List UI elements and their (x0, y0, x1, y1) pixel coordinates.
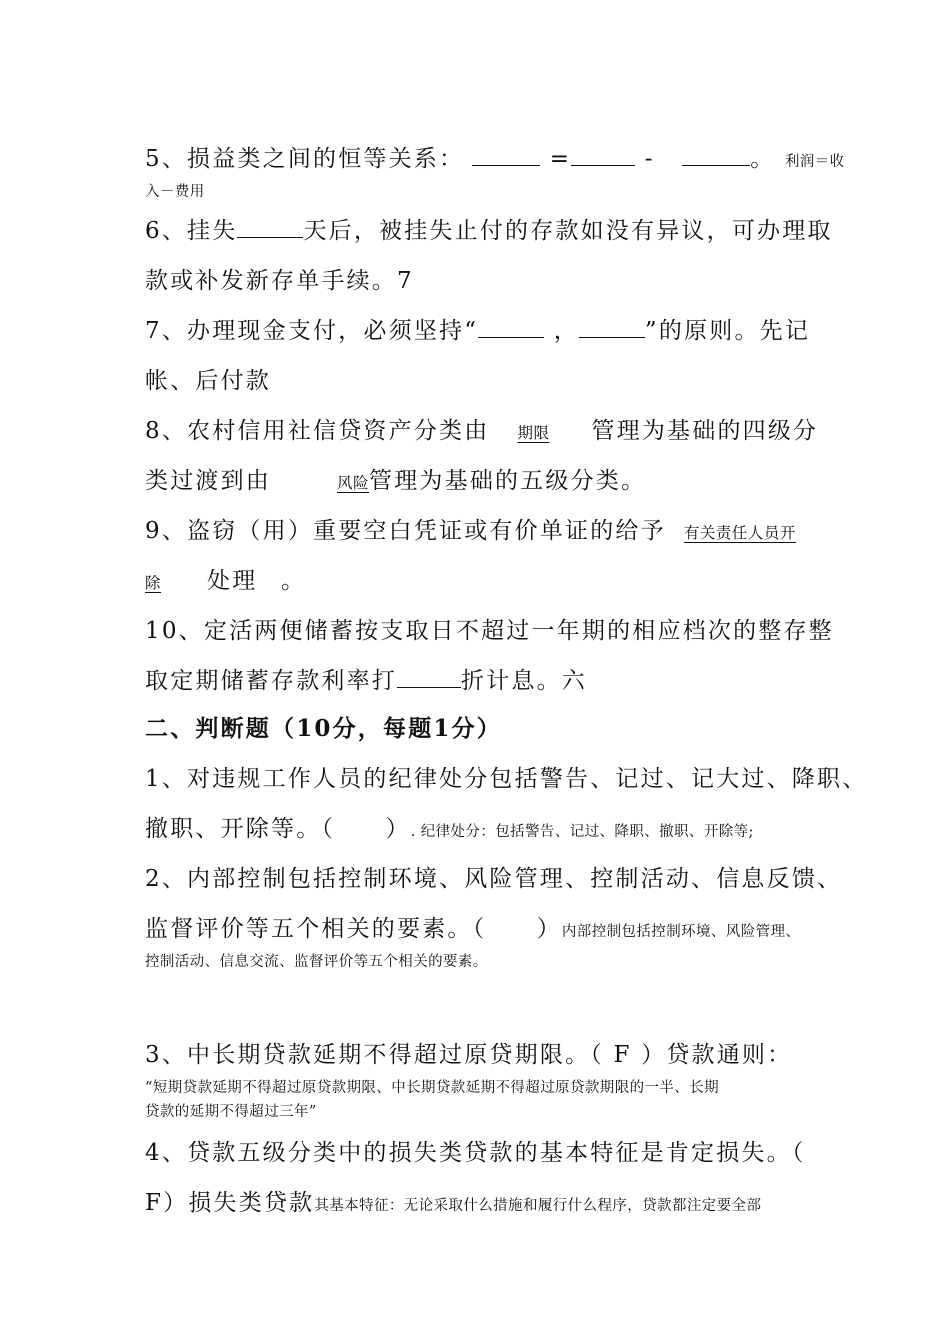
j4-note: 其基本特征：无论采取什么措施和履行什么程序，贷款都注定要全部 (314, 1198, 762, 1214)
judge-4: 4、贷款五级分类中的损失类贷款的基本特征是肯定损失。（ (145, 1140, 806, 1166)
q6-blank (237, 217, 303, 238)
q8-text-a: 8、农村信用社信贷资产分类由 (145, 418, 490, 444)
q5-blank-2 (571, 145, 635, 166)
q7-comma: ， (553, 318, 579, 344)
q5-blank-3 (682, 145, 750, 166)
q9-period: 。 (280, 568, 307, 594)
q7-text-a: 7、办理现金支付，必须坚持“ (145, 318, 479, 344)
question-6 (145, 212, 833, 245)
j3-note-b: 贷款的延期不得超过三年” (145, 1104, 317, 1120)
q10-text-b: 取定期储蓄存款利率打 (145, 668, 397, 694)
q7-blank-1 (478, 317, 544, 338)
q5-answer-a: 利润＝收 (784, 154, 845, 170)
section-2-heading: 二、判断题（10分，每题1分） (145, 715, 503, 742)
j2-note-a: 内部控制包括控制环境、风险管理、 (561, 924, 801, 940)
judge-4-line-2 (145, 1184, 761, 1217)
q9-text-a: 9、盗窃（用）重要空白凭证或有价单证的给予 (145, 518, 666, 544)
j1-text-b: 撤职、开除等。（ ） (145, 816, 411, 842)
judge-2-line-2 (145, 910, 800, 943)
judge-1-line-2 (145, 810, 754, 843)
question-5 (145, 140, 845, 173)
q10-blank (397, 667, 461, 688)
q7-text-b: ”的原则。先记 (644, 318, 811, 344)
j2-text-b: 监督评价等五个相关的要素。（ ） (145, 916, 562, 942)
question-9 (145, 512, 796, 545)
q6-text-b: 天后，被挂失止付的存款如没有异议，可办理取 (303, 218, 833, 244)
q9-fill-a: 有关责任人员开 (683, 524, 796, 542)
q9-fill-b: 除 (145, 574, 162, 592)
q8-line-2 (145, 462, 646, 495)
j4-text-b: F）损失类贷款 (145, 1190, 315, 1216)
judge-3: 3、中长期贷款延期不得超过原贷期限。（ F ）贷款通则： (145, 1042, 793, 1068)
q8-fill-a: 期限 (517, 424, 550, 442)
question-10: 10、定活两便储蓄按支取日不超过一年期的相应档次的整存整 (145, 618, 834, 644)
question-8 (145, 412, 818, 445)
j3-note-a: “短期贷款延期不得超过原贷款期限、中长期贷款延期不得超过原贷款期限的一半、长期 (145, 1080, 720, 1096)
judge-2: 2、内部控制包括控制环境、风险管理、控制活动、信息反馈、 (145, 866, 843, 892)
q9-line-2 (145, 562, 306, 595)
q7-blank-2 (579, 317, 645, 338)
q5-answer-line-2: 入－费用 (145, 184, 205, 200)
j1-note: . 纪律处分：包括警告、记过、降职、撤职、开除等; (410, 824, 754, 840)
j2-note-b: 控制活动、信息交流、监督评价等五个相关的要素。 (145, 954, 488, 970)
q10-text-c: 折计息。六 (461, 668, 587, 694)
q5-equals: = (549, 146, 572, 172)
q8-text-b: 管理为基础的四级分 (591, 418, 819, 444)
q5-text: 5、损益类之间的恒等关系： (145, 146, 465, 172)
q5-period: 。 (750, 146, 776, 172)
q8-text-d: 管理为基础的五级分类。 (369, 468, 647, 494)
q7-line-2: 帐、后付款 (145, 368, 271, 394)
q8-text-c: 类过渡到由 (145, 468, 271, 494)
q10-line-2 (145, 662, 587, 695)
q8-fill-b: 风险 (337, 474, 370, 492)
question-7 (145, 312, 810, 345)
judge-1: 1、对违规工作人员的纪律处分包括警告、记过、记大过、降职、 (145, 766, 868, 792)
q6-text-a: 6、挂失 (145, 218, 238, 244)
q6-line-2: 款或补发新存单手续。7 (145, 268, 414, 294)
q5-blank-1 (472, 145, 540, 166)
q9-text-b: 处理 (207, 568, 258, 594)
q5-minus: - (644, 146, 655, 172)
